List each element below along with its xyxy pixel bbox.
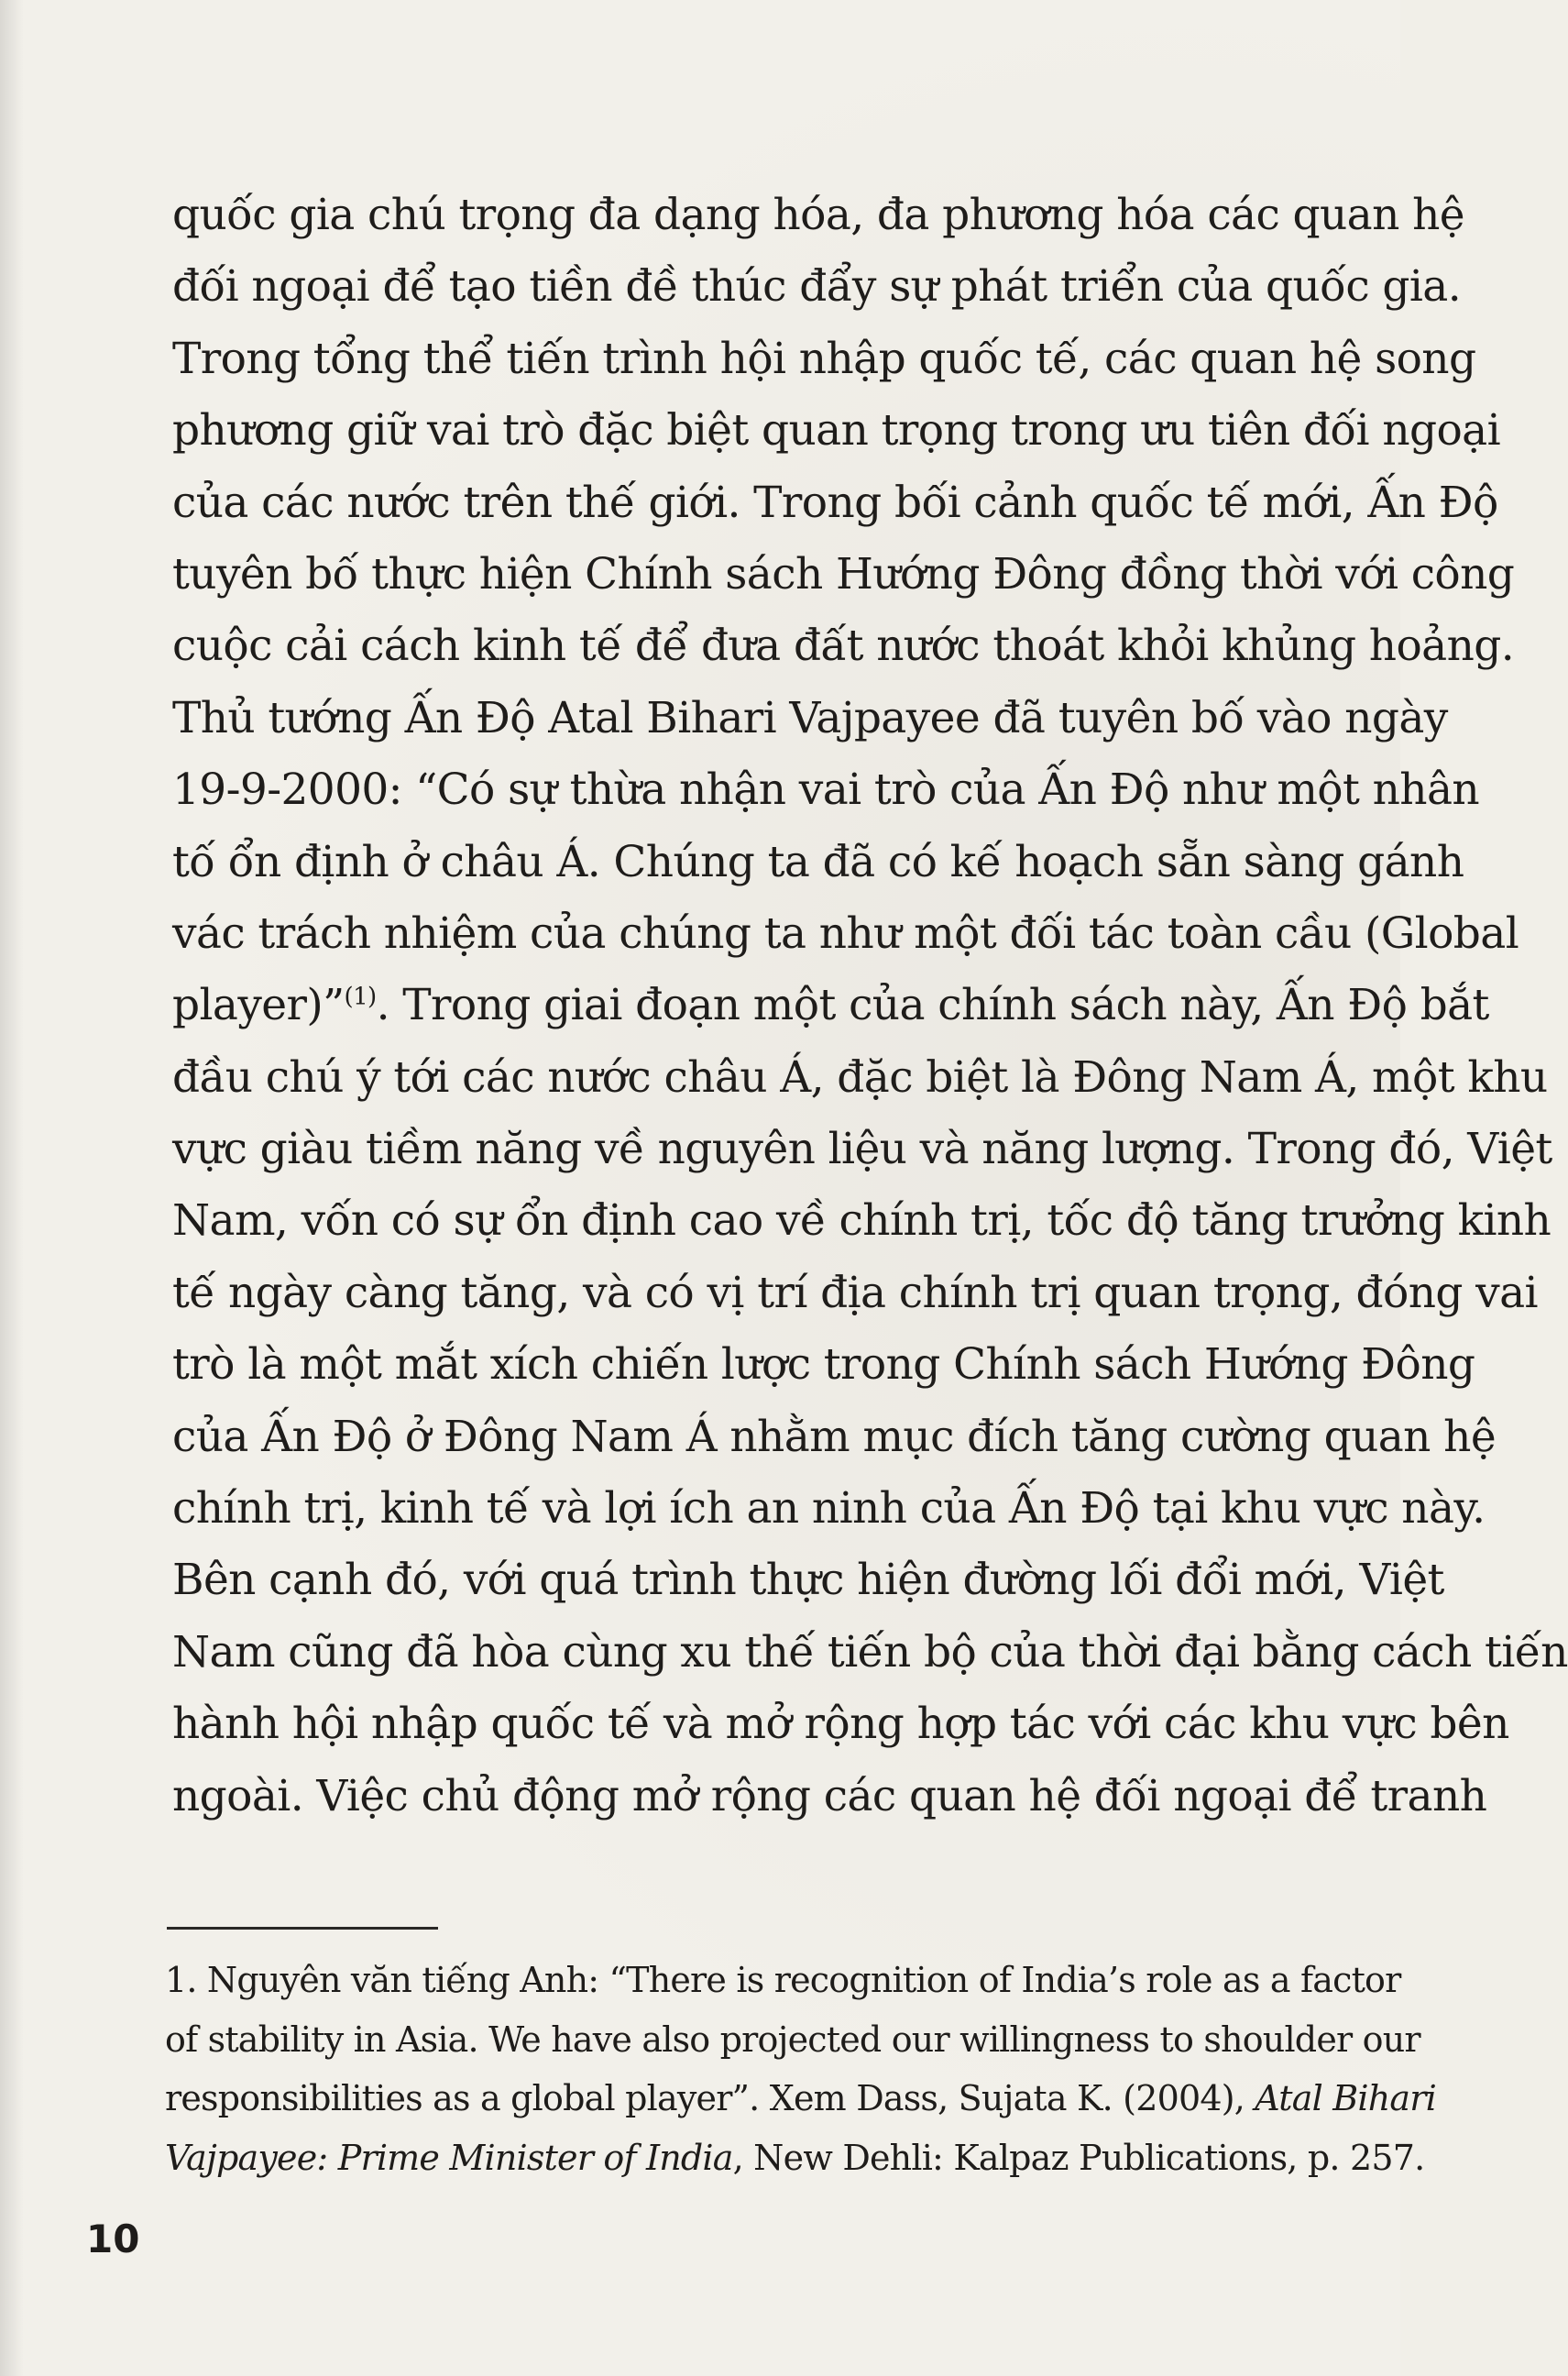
body-line: Nam cũng đã hòa cùng xu thế tiến bộ của thời đại bằng cách tiến [172,1626,1568,1678]
body-line: đầu chú ý tới các nước châu Á, đặc biệt là Đông Nam Á, một khu [172,1051,1548,1103]
body-line: của các nước trên thế giới. Trong bối cảnh quốc tế mới, Ấn Độ [172,477,1498,528]
body-line: vực giàu tiềm năng về nguyên liệu và năng lượng. Trong đó, Việt [172,1124,1552,1175]
main-paragraph [172,180,1568,1832]
body-line: chính trị, kinh tế và lợi ích an ninh của Ấn Độ tại khu vực này. [172,1483,1486,1534]
footnote-line [165,2069,1436,2128]
body-line: Thủ tướng Ấn Độ Atal Bihari Vajpayee đã tuyên bố vào ngày [172,692,1448,743]
body-line-rest: . Trong giai đoạn một của chính sách này, Ấn Độ bắt [376,980,1489,1031]
body-line: hành hội nhập quốc tế và mở rộng hợp tác với các khu vực bên [172,1699,1509,1750]
footnote [165,1951,1436,2187]
footnote-book-title: Vajpayee: Prime Minister of India [165,2137,733,2178]
body-line: tuyên bố thực hiện Chính sách Hướng Đông đồng thời với công [172,548,1515,600]
body-line-start: player)” [172,980,345,1031]
body-line: Trong tổng thể tiến trình hội nhập quốc tế, các quan hệ song [172,333,1476,384]
body-line: cuộc cải cách kinh tế để đưa đất nước thoát khỏi khủng hoảng. [172,621,1515,672]
body-line: tố ổn định ở châu Á. Chúng ta đã có kế hoạch sẵn sàng gánh [172,836,1464,887]
body-line: trò là một mắt xích chiến lược trong Chính sách Hướng Đông [172,1339,1475,1391]
footnote-text: responsibilities as a global player”. Xem Dass, Sujata K. (2004), [165,2078,1255,2118]
footnote-book-title: Atal Bihari [1255,2078,1436,2118]
body-line: phương giữ vai trò đặc biệt quan trọng trong ưu tiên đối ngoại [172,405,1501,456]
body-line: của Ấn Độ ở Đông Nam Á nhằm mục đích tăng cường quan hệ [172,1411,1497,1462]
footnote-line [165,2128,1425,2188]
body-line: Bên cạnh đó, với quá trình thực hiện đường lối đổi mới, Việt [172,1555,1444,1606]
footnote-divider [167,1927,438,1930]
footnote-line: 1. Nguyên văn tiếng Anh: “There is recognition of India’s role as a factor [165,1960,1401,2000]
body-line: Nam, vốn có sự ổn định cao về chính trị, tốc độ tăng trưởng kinh [172,1195,1552,1247]
spine-shadow [0,0,24,2376]
body-line: đối ngoại để tạo tiền đề thúc đẩy sự phát triển của quốc gia. [172,261,1462,313]
body-line: tế ngày càng tăng, và có vị trí địa chính trị quan trọng, đóng vai [172,1267,1538,1318]
page-number: 10 [86,2216,140,2261]
body-line: vác trách nhiệm của chúng ta như một đối tác toàn cầu (Global [172,908,1519,959]
body-line-with-footnote [172,970,1489,1041]
footnote-text: , New Dehli: Kalpaz Publications, p. 257. [732,2137,1425,2178]
body-line: 19-9-2000: “Có sự thừa nhận vai trò của Ấn Độ như một nhân [172,764,1480,816]
footnote-marker[interactable]: (1) [344,983,377,1011]
body-line: ngoài. Việc chủ động mở rộng các quan hệ đối ngoại để tranh [172,1770,1487,1821]
footnote-line: of stability in Asia. We have also projected our willingness to shoulder our [165,2018,1420,2060]
body-line: quốc gia chú trọng đa dạng hóa, đa phương hóa các quan hệ [172,190,1464,240]
